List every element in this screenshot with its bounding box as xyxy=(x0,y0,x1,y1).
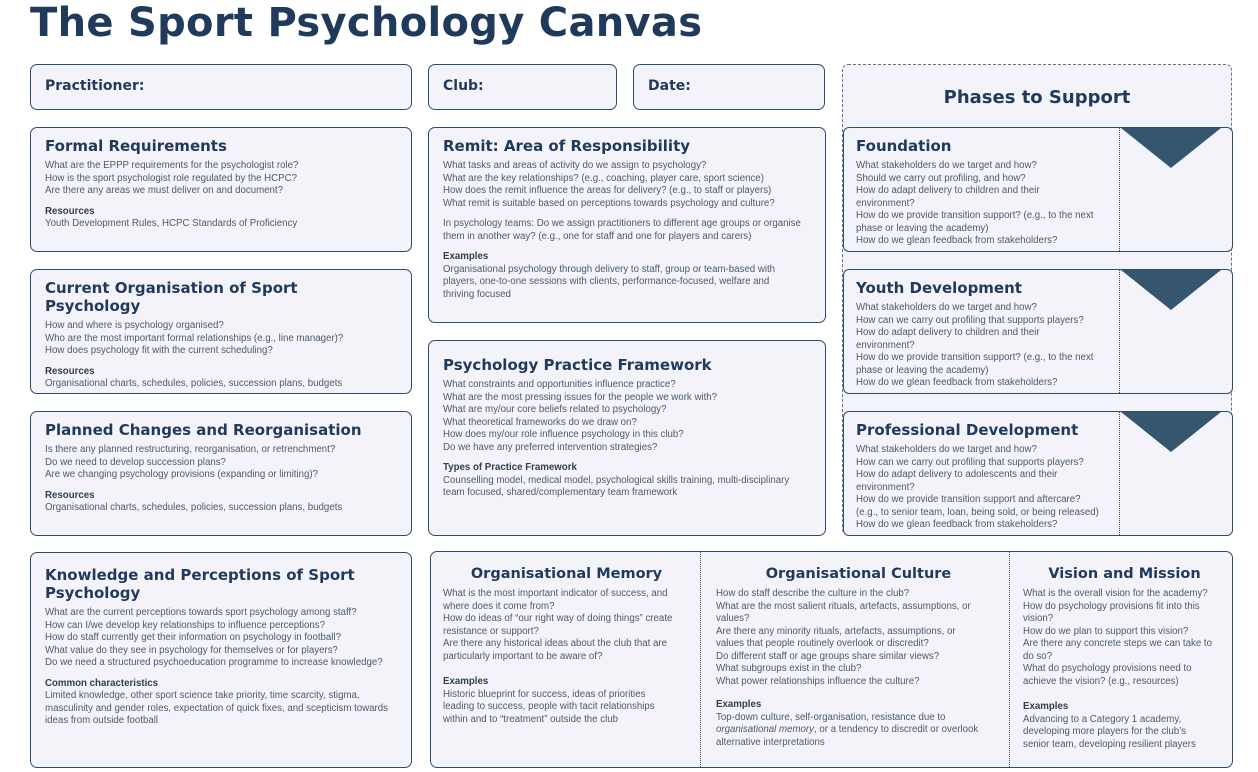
examples-heading: Examples xyxy=(716,699,762,710)
planned-changes-title: Planned Changes and Reorganisation xyxy=(45,421,362,439)
page-title: The Sport Psychology Canvas xyxy=(30,0,703,46)
examples-heading: Examples xyxy=(443,251,489,262)
question: Do different staff or age groups share similar views? xyxy=(716,650,940,662)
vision-mission-column xyxy=(1011,552,1232,767)
formal-requirements-card xyxy=(30,127,412,252)
examples-text: Organisational psychology through delivery to staff, group or team-based with xyxy=(443,263,776,275)
phase-youth-development-card xyxy=(843,269,1233,394)
framework-types-heading: Types of Practice Framework xyxy=(443,462,577,473)
question: phase or leaving the academy) xyxy=(856,364,989,376)
question: How do we glean feedback from stakeholders? xyxy=(856,235,1058,246)
question: Who are the most important formal relationships (e.g., line manager)? xyxy=(45,332,344,344)
examples-text xyxy=(716,724,1001,737)
date-label: Date: xyxy=(648,78,691,94)
question: How do adapt delivery to children and their xyxy=(856,185,1040,196)
question: What stakeholders do we target and how? xyxy=(856,302,1037,313)
question: (e.g., to senior team, loan, being sold, or being released) xyxy=(856,506,1099,518)
question: What stakeholders do we target and how? xyxy=(856,160,1037,171)
question: How do we provide transition support and aftercare? xyxy=(856,494,1081,505)
question: values? xyxy=(716,613,750,624)
club-label: Club: xyxy=(443,78,484,94)
organisational-memory-title: Organisational Memory xyxy=(470,566,663,582)
question: What constraints and opportunities influence practice? xyxy=(443,379,676,390)
examples-text: Top-down culture, self-organisation, resistance due to xyxy=(716,711,946,723)
question: How do adapt delivery to children and their xyxy=(856,327,1040,338)
question: What stakeholders do we target and how? xyxy=(856,444,1037,455)
question: How do staff currently get their information on psychology in football? xyxy=(45,632,341,643)
examples-text: leading to success, people with tacit relationships xyxy=(443,701,655,712)
question: How is the sport psychologist role regulated by the HCPC? xyxy=(45,172,297,184)
question: Do we need a structured psychoeducation programme to increase knowledge? xyxy=(45,657,383,668)
question: Do we have any preferred intervention strategies? xyxy=(443,441,658,453)
resources-heading: Resources xyxy=(45,365,95,377)
examples-text: Advancing to a Category 1 academy, xyxy=(1023,713,1182,725)
question: How can I/we develop key relationships to influence perceptions? xyxy=(45,619,326,631)
phase-professional-development-card xyxy=(843,411,1233,536)
question: How do staff describe the culture in the club? xyxy=(716,588,910,599)
phase-arrow-icon xyxy=(1121,412,1221,452)
knowledge-perceptions-card xyxy=(30,552,412,768)
practitioner-label: Practitioner: xyxy=(45,78,145,94)
question: What subgroups exist in the club? xyxy=(716,663,862,674)
vision-mission-title: Vision and Mission xyxy=(1048,566,1201,582)
examples-text: players, one-to-one sessions with clients, performance-focused, welfare and xyxy=(443,276,770,287)
phase-arrow-icon xyxy=(1121,270,1221,310)
question: What are the most pressing issues for the people we work with? xyxy=(443,391,718,403)
remit-card xyxy=(428,127,826,323)
question: achieve the vision? (e.g., resources) xyxy=(1023,675,1179,687)
question: How do ideas of “our right way of doing things” create xyxy=(443,613,673,624)
phase-divider xyxy=(1119,270,1120,393)
organisational-memory-column xyxy=(431,552,700,767)
question: How do we provide transition support? (e.g., to the next xyxy=(856,352,1094,363)
question: How and where is psychology organised? xyxy=(45,320,224,331)
column-divider xyxy=(700,552,701,767)
question: them in another way? (e.g., one for staff and one for players and carers) xyxy=(443,230,752,242)
question: What theoretical frameworks do we draw on? xyxy=(443,416,637,428)
question: do so? xyxy=(1023,650,1053,662)
phase-title: Foundation xyxy=(856,137,952,155)
question: How does my/our role influence psychology in this club? xyxy=(443,429,684,440)
knowledge-perceptions-title: Knowledge and Perceptions of Sport Psychology xyxy=(45,566,355,602)
practitioner-field[interactable] xyxy=(30,64,412,110)
organisation-context-card xyxy=(430,551,1233,768)
question: Are there any concrete steps we can take to xyxy=(1023,638,1213,649)
question: How do adapt delivery to adolescents and their xyxy=(856,469,1058,480)
resources-text: Organisational charts, schedules, policies, succession plans, budgets xyxy=(45,378,343,389)
question: Do we need to develop succession plans? xyxy=(45,456,226,468)
question: Should we carry out profiling, and how? xyxy=(856,172,1026,184)
question: Are there any areas we must deliver on and document? xyxy=(45,185,284,196)
current-organisation-title: Current Organisation of Sport Psychology xyxy=(45,279,298,315)
practice-framework-card xyxy=(428,340,826,536)
framework-types-text: team focused, shared/complementary team framework xyxy=(443,487,678,498)
question: How does the remit influence the areas for delivery? (e.g., to staff or players) xyxy=(443,185,772,196)
characteristics-text: Limited knowledge, other sport science take priority, time scarcity, stigma, xyxy=(45,690,360,701)
characteristics-text: masculinity and gender roles, expectation of quick fixes, and scepticism towards xyxy=(45,702,388,714)
question: phase or leaving the academy) xyxy=(856,222,989,234)
examples-text: thriving focused xyxy=(443,288,511,300)
question: vision? xyxy=(1023,613,1054,624)
question: Are there any historical ideas about the club that are xyxy=(443,638,668,649)
phase-divider xyxy=(1119,128,1120,251)
date-field[interactable] xyxy=(633,64,825,110)
question: environment? xyxy=(856,481,915,493)
question: Is there any planned restructuring, reorganisation, or retrenchment? xyxy=(45,444,336,455)
question: How do psychology provisions fit into this xyxy=(1023,600,1200,612)
question: What value do they see in psychology for themselves or for players? xyxy=(45,644,338,656)
question: How can we carry out profiling that supports players? xyxy=(856,456,1084,468)
club-field[interactable] xyxy=(428,64,617,110)
question: What remit is suitable based on perceptions towards psychology and culture? xyxy=(443,197,775,209)
question: How do we plan to support this vision? xyxy=(1023,625,1189,637)
phase-foundation-card xyxy=(843,127,1233,252)
examples-heading: Examples xyxy=(1023,701,1069,712)
question: What are the most salient rituals, artefacts, assumptions, or xyxy=(716,600,971,612)
question: where does it come from? xyxy=(443,600,555,612)
examples-text: within and to “treatment” outside the club xyxy=(443,713,619,725)
examples-heading: Examples xyxy=(443,676,489,687)
examples-text: alternative interpretations xyxy=(716,736,825,748)
framework-types-text: Counselling model, medical model, psychological skills training, multi-disciplinary xyxy=(443,474,790,486)
question: What power relationships influence the culture? xyxy=(716,675,920,687)
question: environment? xyxy=(856,197,915,209)
question: What tasks and areas of activity do we assign to psychology? xyxy=(443,160,707,171)
question: How do we glean feedback from stakeholders? xyxy=(856,377,1058,388)
question: What are the EPPP requirements for the psychologist role? xyxy=(45,160,299,171)
question: Are there any minority rituals, artefacts, assumptions, or xyxy=(716,625,956,637)
question: In psychology teams: Do we assign practitioners to different age groups or organise xyxy=(443,218,801,229)
organisational-culture-column xyxy=(702,552,1009,767)
resources-text: Organisational charts, schedules, policies, succession plans, budgets xyxy=(45,502,343,513)
characteristics-text: ideas from outside football xyxy=(45,715,159,726)
question: How do we glean feedback from stakeholders? xyxy=(856,519,1058,530)
question: resistance or support? xyxy=(443,625,539,637)
remit-title: Remit: Area of Responsibility xyxy=(443,137,691,155)
emphasis-text: organisational memory xyxy=(716,724,814,735)
formal-requirements-title: Formal Requirements xyxy=(45,137,227,155)
phase-title: Youth Development xyxy=(856,279,1022,297)
phase-arrow-icon xyxy=(1121,128,1221,168)
examples-text-rest: , or a tendency to discredit or overlook xyxy=(814,724,979,735)
planned-changes-card xyxy=(30,411,412,536)
phase-divider xyxy=(1119,412,1120,535)
question: How do we provide transition support? (e.g., to the next xyxy=(856,210,1094,221)
phases-title: Phases to Support xyxy=(943,87,1131,108)
question: What are the key relationships? (e.g., coaching, player care, sport science) xyxy=(443,172,764,184)
question: What do psychology provisions need to xyxy=(1023,663,1192,674)
question: Are we changing psychology provisions (expanding or limiting)? xyxy=(45,469,319,480)
characteristics-heading: Common characteristics xyxy=(45,677,159,689)
examples-text: Historic blueprint for success, ideas of priorities xyxy=(443,688,646,700)
question: What are my/our core beliefs related to psychology? xyxy=(443,404,667,415)
question: How can we carry out profiling that supports players? xyxy=(856,314,1084,326)
question: What are the current perceptions towards sport psychology among staff? xyxy=(45,607,357,618)
phase-title: Professional Development xyxy=(856,421,1079,439)
current-organisation-card xyxy=(30,269,412,394)
question: What is the most important indicator of success, and xyxy=(443,588,668,599)
question: What is the overall vision for the academy? xyxy=(1023,588,1208,599)
examples-text: senior team, developing resilient players xyxy=(1023,738,1196,750)
examples-text: developing more players for the club’s xyxy=(1023,726,1186,737)
resources-heading: Resources xyxy=(45,489,95,501)
question: How does psychology fit with the current scheduling? xyxy=(45,345,273,356)
organisational-culture-title: Organisational Culture xyxy=(765,566,952,582)
question: values that people routinely overlook or discredit? xyxy=(716,638,929,649)
question: environment? xyxy=(856,339,915,351)
resources-heading: Resources xyxy=(45,205,95,217)
practice-framework-title: Psychology Practice Framework xyxy=(443,356,712,374)
question: particularly important to be aware of? xyxy=(443,650,603,662)
column-divider xyxy=(1009,552,1010,767)
resources-text: Youth Development Rules, HCPC Standards of Proficiency xyxy=(45,218,298,229)
